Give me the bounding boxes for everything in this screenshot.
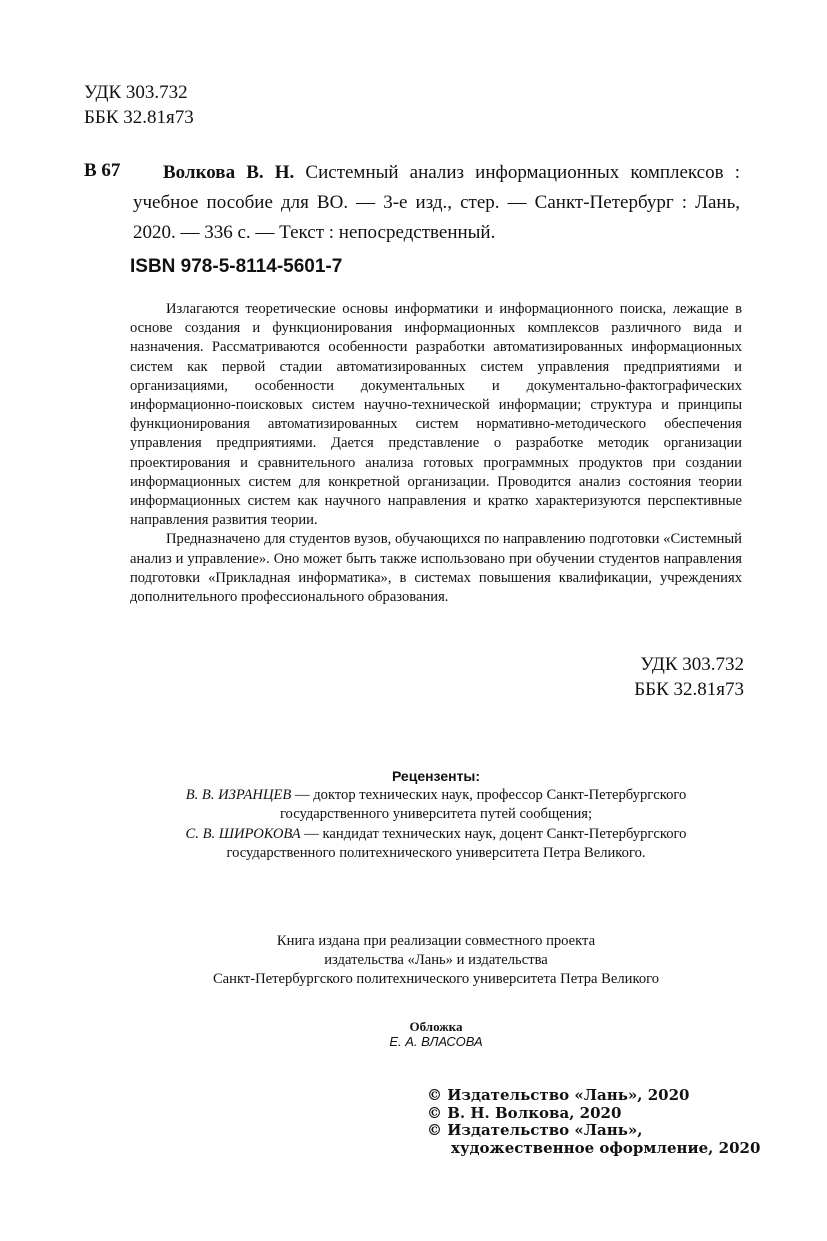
reviewer-affiliation: государственного политехнического университета Петра Великого. (226, 844, 646, 861)
bbk-code: ББК 32.81я73 (634, 679, 744, 700)
cover-designer: Е. А. ВЛАСОВА (389, 1034, 483, 1049)
annotation (130, 300, 742, 607)
reviewer-name: В. В. ИЗРАНЦЕВ (185, 787, 292, 804)
copyright-line: художественное оформление, 2020 (451, 1138, 761, 1157)
project-line: издательства «Лань» и издательства (324, 952, 548, 969)
bibliographic-description: Системный анализ информационных комплексов : учебное пособие для ВО. — 3-е изд., стер. — Санкт-Петербург : Лань, 2020. — 336 с. — Текст : непосредственный. (133, 162, 740, 243)
annotation-paragraph: Излагаются теоретические основы информатики и информационного поиска, лежащие в основе создания и функционирования информационных комплексов различного вида и назначения. Рассматриваются особенности разработки автоматизированных информационных систем как первой стадии автоматизированных систем управления предприятиями и организациями, особенности документальных и документально-фактографических информационно-поисковых систем научно-технической информации; структура и принципы функционирования автоматизированных систем нормативно-методического обеспечения управления предприятиями. Дается представление о разработке методик организации проектирования и сравнительного анализа готовых программных продуктов при создании информационных систем для конкретной организации. Проводится анализ состояния теории информационных систем как научного направления и кратко характеризуются перспективные направления развития теории. (130, 301, 742, 529)
author-name: Волкова В. Н. (163, 162, 295, 183)
copyright-line: © В. Н. Волкова, 2020 (427, 1103, 622, 1122)
joint-project-note (130, 932, 742, 990)
project-line: Книга издана при реализации совместного проекта (276, 933, 596, 949)
project-line: Санкт-Петербургского политехнического университета Петра Великого (212, 971, 660, 988)
bottom-classification (560, 652, 744, 702)
udk-code: УДК 303.732 (640, 654, 744, 675)
top-classification (84, 80, 194, 130)
reviewer-entry (130, 786, 742, 805)
reviewers-block (130, 767, 742, 863)
reviewer-affiliation: государственного университета путей сообщения; (279, 806, 593, 823)
copyright-line: © Издательство «Лань», (427, 1121, 643, 1139)
copyright-line: © Издательство «Лань», 2020 (427, 1086, 690, 1104)
cover-credit (130, 1019, 742, 1049)
bibliographic-record (133, 158, 740, 248)
reviewers-title: Рецензенты: (391, 768, 481, 784)
reviewer-entry (130, 825, 742, 844)
author-mark: В 67 (84, 160, 121, 181)
reviewer-credentials: — кандидат технических наук, доцент Санкт-Петербургского (300, 825, 687, 842)
annotation-paragraph: Предназначено для студентов вузов, обучающихся по направлению подготовки «Системный анализ и управление». Оно может быть также использовано при обучении студентов направления подготовки «Прикладная информатика», в системах повышения квалификации, учреждениях дополнительного профессионального образования. (130, 531, 742, 606)
isbn: ISBN 978-5-8114-5601-7 (130, 256, 343, 277)
cover-title: Обложка (409, 1019, 463, 1034)
reviewer-name: С. В. ШИРОКОВА (185, 825, 301, 842)
copyright-block (427, 1087, 760, 1157)
bbk-code: ББК 32.81я73 (84, 107, 194, 128)
udk-code: УДК 303.732 (84, 82, 188, 103)
reviewer-credentials: — доктор технических наук, профессор Санкт-Петербургского (291, 787, 687, 804)
